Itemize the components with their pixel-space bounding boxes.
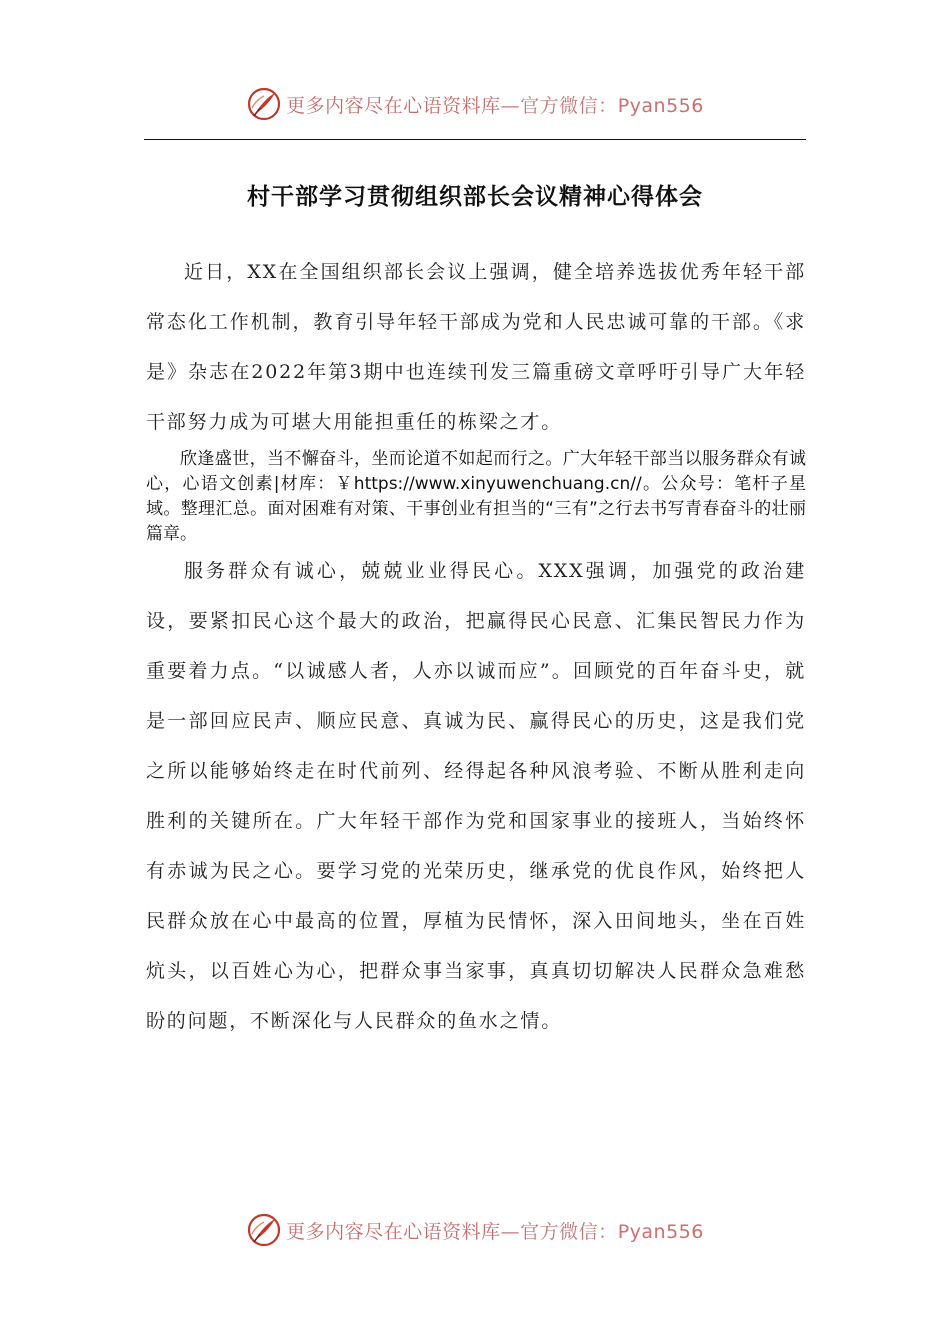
footer-banner: [0, 1210, 950, 1250]
banner-sub: —官方微信：: [500, 1220, 618, 1243]
banner-handle: Pyan556: [617, 1220, 704, 1243]
paragraph-1: 近日，XX在全国组织部长会议上强调，健全培养选拔优秀年轻干部常态化工作机制，教育引导年轻干部成为党和人民忠诚可靠的干部。《求是》杂志在2022年第3期中也连续刊发三篇重磅文章呼吁引导广大年轻干部努力成为可堪大用能担重任的栋梁之才。: [146, 261, 806, 433]
banner-text: [286, 1217, 704, 1244]
banner-handle: Pyan556: [617, 94, 704, 117]
header-rule: [144, 139, 806, 140]
document-title: 村干部学习贯彻组织部长会议精神心得体会: [247, 184, 703, 210]
banner-main: 更多内容尽在心语资料库: [286, 1220, 501, 1243]
quill-logo-icon: [246, 1212, 282, 1248]
banner-main: 更多内容尽在心语资料库: [286, 94, 501, 117]
banner-text: [286, 91, 704, 118]
quill-logo-icon: [246, 86, 282, 122]
paragraph-3: 服务群众有诚心，兢兢业业得民心。XXX强调，加强党的政治建设，要紧扣民心这个最大的政治，把赢得民心民意、汇集民智民力作为重要着力点。“以诚感人者，人亦以诚而应”。回顾党的百年奋斗史，就是一部回应民声、顺应民意、真诚为民、赢得民心的历史，这是我们党之所以能够始终走在时代前列、经得起各种风浪考验、不断从胜利走向胜利的关键所在。广大年轻干部作为党和国家事业的接班人，当始终怀有赤诚为民之心。要学习党的光荣历史，继承党的优良作风，始终把人民群众放在心中最高的位置，厚植为民情怀，深入田间地头，坐在百姓炕头，以百姓心为心，把群众事当家事，真真切切解决人民群众急难愁盼的问题，不断深化与人民群众的鱼水之情。: [146, 560, 806, 1032]
header-banner: [0, 84, 950, 124]
banner-sub: —官方微信：: [500, 94, 618, 117]
paragraph-2: 欣逢盛世，当不懈奋斗，坐而论道不如起而行之。广大年轻干部当以服务群众有诚心，心语文创素|材库：￥https://www.xinyuwenchuang.cn//。公众号：笔杆子星域。整理汇总。面对困难有对策、干事创业有担当的“三有”之行去书写青春奋斗的壮丽篇章。: [146, 449, 806, 544]
